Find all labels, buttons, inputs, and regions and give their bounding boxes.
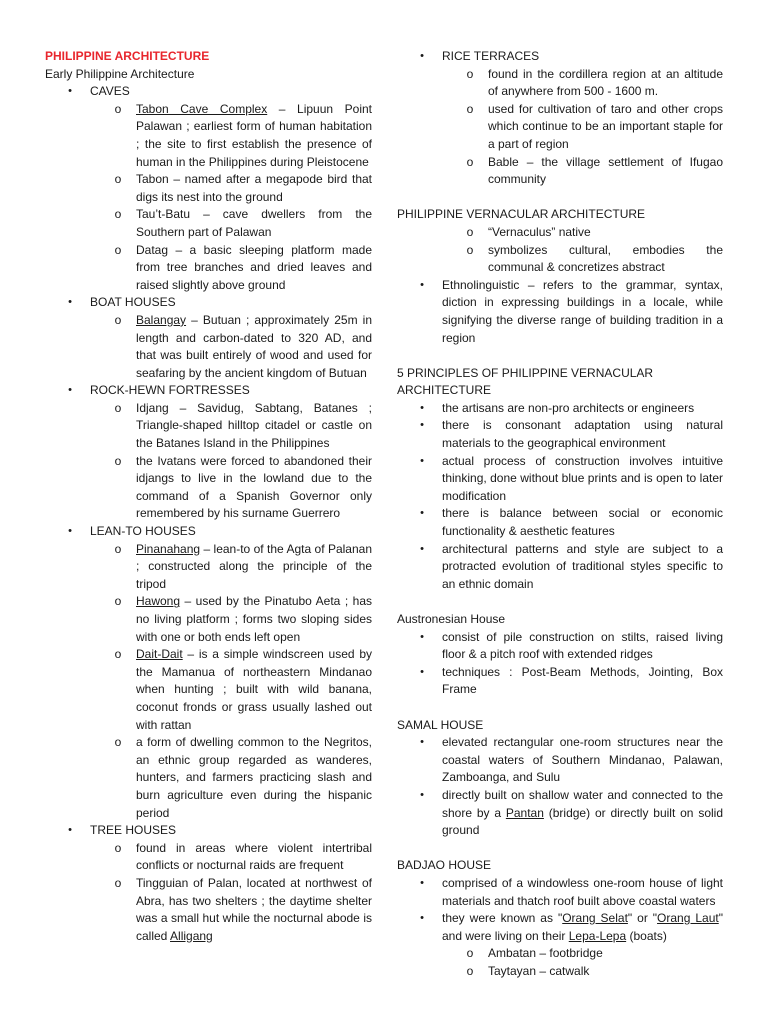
- list-item: o Ambatan – footbridge: [397, 945, 723, 963]
- list-item: • the artisans are non-pro architects or engineers: [397, 400, 723, 418]
- bullet-circle-icon: o: [114, 453, 122, 468]
- list-item: • Ethnolinguistic – refers to the grammar, syntax, diction in expressing buildings in a locale, while signifying the diverse range of building tradition in a region: [397, 277, 723, 347]
- list-item: o Tabon Cave Complex – Lipuun Point Palawan ; earliest form of human habitation ; the site to first establish the presence of human in the Philippines during Pleistocene: [45, 101, 372, 171]
- list-item: • elevated rectangular one-room structures near the coastal waters of Southern Mindanao, Palawan, Zamboanga, and Sulu: [397, 734, 723, 787]
- bullet-circle-icon: o: [114, 541, 122, 556]
- bullet-circle-icon: o: [466, 963, 474, 978]
- list-item: o Tingguian of Palan, located at northwest of Abra, has two shelters ; the daytime shelter was a small hut while the nocturnal abode is called Alligang: [45, 875, 372, 945]
- spacer: [397, 593, 723, 611]
- list-item: • they were known as "Orang Selat" or "Orang Laut" and were living on their Lepa-Lepa (boats): [397, 910, 723, 945]
- list-item-rock-hewn: • ROCK-HEWN FORTRESSES: [45, 382, 372, 400]
- list-item: o Datag – a basic sleeping platform made from tree branches and dried leaves and raised slightly above ground: [45, 242, 372, 295]
- bullet-dot-icon: •: [68, 384, 72, 397]
- list-item: o Taytayan – catwalk: [397, 963, 723, 981]
- document-title: PHILIPPINE ARCHITECTURE: [45, 49, 210, 63]
- document-subtitle: Early Philippine Architecture: [45, 66, 195, 81]
- list-item: o “Vernaculus” native: [397, 224, 723, 242]
- bullet-circle-icon: o: [114, 172, 122, 187]
- list-item: • comprised of a windowless one-room house of light materials and thatch roof built above coastal waters: [397, 875, 723, 910]
- list-item-tree-houses: • TREE HOUSES: [45, 822, 372, 840]
- bullet-dot-icon: •: [420, 419, 424, 432]
- list-item: o Tabon – named after a megapode bird that digs its nest into the ground: [45, 171, 372, 206]
- bullet-circle-icon: o: [114, 242, 122, 257]
- bullet-circle-icon: o: [114, 312, 122, 327]
- bullet-dot-icon: •: [420, 401, 424, 414]
- bullet-circle-icon: o: [466, 101, 474, 116]
- list-item-rice-terraces: • RICE TERRACES: [397, 48, 723, 66]
- bullet-dot-icon: •: [420, 876, 424, 889]
- list-item: o used for cultivation of taro and other crops which continue to be an important staple for a part of region: [397, 101, 723, 154]
- bullet-dot-icon: •: [420, 507, 424, 520]
- spacer: [397, 347, 723, 365]
- list-item: o Bable – the village settlement of Ifugao community: [397, 154, 723, 189]
- bullet-dot-icon: •: [420, 665, 424, 678]
- bullet-circle-icon: o: [466, 154, 474, 169]
- bullet-circle-icon: o: [466, 946, 474, 961]
- section-heading: BADJAO HOUSE: [397, 858, 492, 873]
- spacer: [397, 840, 723, 858]
- right-column: [397, 48, 723, 980]
- list-item: o symbolizes cultural, embodies the communal & concretizes abstract: [397, 242, 723, 277]
- list-item: • there is consonant adaptation using natural materials to the geographical environment: [397, 417, 723, 452]
- bullet-dot-icon: •: [420, 454, 424, 467]
- bullet-dot-icon: •: [68, 85, 72, 98]
- list-item-caves: • CAVES: [45, 83, 372, 101]
- list-item: o found in the cordillera region at an altitude of anywhere from 500 - 1600 m.: [397, 66, 723, 101]
- bullet-circle-icon: o: [466, 242, 474, 257]
- list-item: • there is balance between social or economic functionality & aesthetic features: [397, 505, 723, 540]
- section-heading: 5 PRINCIPLES OF PHILIPPINE VERNACULAR ARCHITECTURE: [397, 365, 654, 398]
- bullet-dot-icon: •: [420, 736, 424, 749]
- bullet-circle-icon: o: [114, 840, 122, 855]
- list-item: o Idjang – Savidug, Sabtang, Batanes ; Triangle-shaped hilltop citadel or castle on the Batanes Island in the Philippines: [45, 400, 372, 453]
- bullet-circle-icon: o: [114, 875, 122, 890]
- bullet-circle-icon: o: [114, 101, 122, 116]
- list-item: o found in areas where violent intertribal conflicts or nocturnal raids are frequent: [45, 840, 372, 875]
- list-item: o a form of dwelling common to the Negritos, an ethnic group regarded as wanderes, hunters, and farmers practicing slash and burn agriculture even during the hispanic period: [45, 734, 372, 822]
- section-heading: SAMAL HOUSE: [397, 717, 484, 732]
- bullet-circle-icon: o: [114, 735, 122, 750]
- bullet-circle-icon: o: [114, 400, 122, 415]
- list-item: o the Ivatans were forced to abandoned their idjangs to live in the lowland due to the command of a Spanish Governor only remembered by his surname Guerrero: [45, 453, 372, 523]
- bullet-dot-icon: •: [420, 542, 424, 555]
- bullet-dot-icon: •: [420, 912, 424, 925]
- list-item: • architectural patterns and style are subject to a protracted evolution of traditional styles specific to an ethnic domain: [397, 541, 723, 594]
- bullet-dot-icon: •: [68, 296, 72, 309]
- bullet-circle-icon: o: [114, 647, 122, 662]
- section-heading: Austronesian House: [397, 612, 506, 626]
- spacer: [397, 189, 723, 207]
- bullet-dot-icon: •: [420, 788, 424, 801]
- bullet-dot-icon: •: [68, 525, 72, 538]
- list-item: o Dait-Dait – is a simple windscreen used by the Mamanua of northeastern Mindanao when hunting ; built with wild banana, coconut fronds or grass usually lashed out with rattan: [45, 646, 372, 734]
- section-heading: PHILIPPINE VERNACULAR ARCHITECTURE: [397, 207, 646, 222]
- list-item: o Hawong – used by the Pinatubo Aeta ; has no living platform ; forms two sloping sides with one or both ends left open: [45, 593, 372, 646]
- list-item: o Balangay – Butuan ; approximately 25m in length and carbon-dated to 320 AD, and that was built entirely of wood and used for seafaring by the ancient kingdom of Butuan: [45, 312, 372, 382]
- bullet-circle-icon: o: [466, 66, 474, 81]
- bullet-circle-icon: o: [114, 594, 122, 609]
- bullet-circle-icon: o: [114, 207, 122, 222]
- bullet-dot-icon: •: [68, 824, 72, 837]
- list-item-boat-houses: • BOAT HOUSES: [45, 294, 372, 312]
- list-item: o Pinanahang – lean-to of the Agta of Palanan ; constructed along the principle of the tripod: [45, 541, 372, 594]
- spacer: [397, 699, 723, 717]
- list-item-lean-to: • LEAN-TO HOUSES: [45, 523, 372, 541]
- bullet-dot-icon: •: [420, 50, 424, 62]
- bullet-dot-icon: •: [420, 278, 424, 291]
- list-item: • directly built on shallow water and connected to the shore by a Pantan (bridge) or directly built on solid ground: [397, 787, 723, 840]
- list-item: • consist of pile construction on stilts, raised living floor & a pitch roof with extended ridges: [397, 629, 723, 664]
- list-item: • techniques : Post-Beam Methods, Jointing, Box Frame: [397, 664, 723, 699]
- left-column: [45, 48, 372, 945]
- list-item: • actual process of construction involves intuitive thinking, done without blue prints and is open to later modification: [397, 453, 723, 506]
- bullet-circle-icon: o: [466, 224, 474, 239]
- list-item: o Tau’t-Batu – cave dwellers from the Southern part of Palawan: [45, 206, 372, 241]
- bullet-dot-icon: •: [420, 630, 424, 643]
